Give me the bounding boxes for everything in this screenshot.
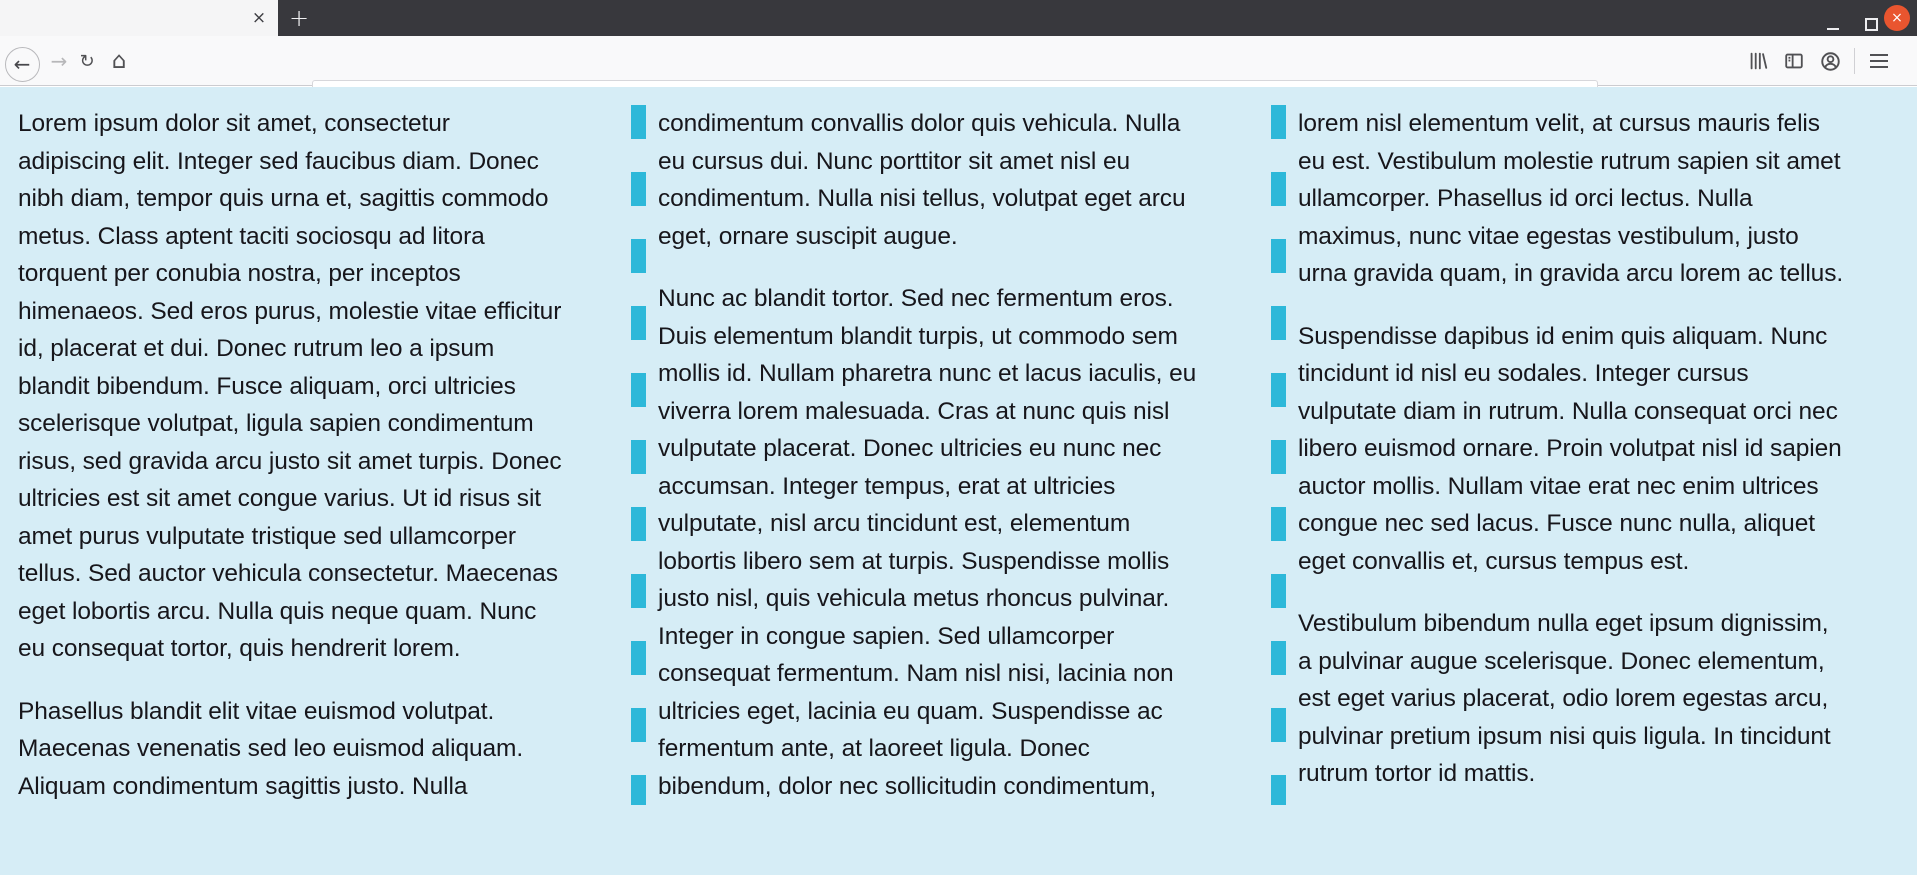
home-button[interactable]: ⌂ — [101, 36, 137, 86]
text-line: condimentum convallis dolor quis vehicula. Nulla — [658, 110, 1181, 137]
text-line: viverra lorem malesuada. Cras at nunc quis nisl — [658, 397, 1170, 425]
text-line: scelerisque volutpat, ligula sapien condimentum — [18, 410, 534, 437]
text-line: eget, ornare suscipit augue. — [658, 222, 958, 250]
text-line: tellus. Sed auctor vehicula consectetur. Maecenas — [18, 560, 558, 587]
toolbar-divider — [1854, 48, 1855, 74]
text-line: vulputate, nisl arcu tincidunt est, elementum — [658, 510, 1131, 537]
paragraph — [18, 693, 618, 806]
text-line: amet purus vulputate tristique sed ullamcorper — [18, 522, 516, 550]
paragraph — [1298, 605, 1898, 793]
paragraph — [658, 105, 1258, 255]
text-line: justo nisl, quis vehicula metus rhoncus pulvinar. — [658, 585, 1170, 612]
forward-button[interactable]: → — [42, 36, 76, 86]
text-line: tincidunt id nisl eu sodales. Integer cursus — [1298, 360, 1749, 387]
text-line: id, placerat et dui. Donec rutrum leo a ipsum — [18, 335, 495, 362]
text-line: urna gravida quam, in gravida arcu lorem ac tellus. — [1298, 260, 1844, 287]
text-line: est eget varius placerat, odio lorem egestas arcu, — [1298, 685, 1829, 712]
active-tab[interactable] — [0, 0, 278, 36]
tab-close-icon[interactable]: × — [246, 5, 272, 31]
new-tab-button[interactable]: + — [283, 3, 315, 33]
text-line: congue nec sed lacus. Fusce nunc nulla, aliquet — [1298, 510, 1815, 537]
text-line: adipiscing elit. Integer sed faucibus diam. Donec — [18, 147, 539, 175]
sidebar-toggle-icon[interactable] — [1776, 43, 1812, 79]
text-line: risus, sed gravida arcu justo sit amet turpis. Donec — [18, 447, 562, 475]
page-content — [0, 87, 1917, 875]
text-line: fermentum ante, at laoreet ligula. Donec — [658, 735, 1090, 762]
text-line: blandit bibendum. Fusce aliquam, orci ultricies — [18, 372, 516, 400]
text-line: lobortis libero sem at turpis. Suspendisse mollis — [658, 547, 1170, 575]
text-line: Aliquam condimentum sagittis justo. Nulla — [18, 772, 468, 800]
text-line: eu est. Vestibulum molestie rutrum sapien sit amet — [1298, 147, 1841, 175]
text-line: a pulvinar augue scelerisque. Donec elementum, — [1298, 647, 1825, 675]
text-line: lorem nisl elementum velit, at cursus mauris felis — [1298, 110, 1820, 137]
text-column-1 — [18, 105, 618, 805]
text-line: ultricies eget, lacinia eu quam. Suspendisse ac — [658, 697, 1163, 725]
text-line: himenaeos. Sed eros purus, molestie vitae efficitur — [18, 297, 562, 325]
menu-hamburger-icon[interactable] — [1861, 43, 1897, 79]
text-line: vulputate placerat. Donec ultricies eu nunc nec — [658, 435, 1162, 462]
text-line: bibendum, dolor nec sollicitudin condimentum, — [658, 772, 1157, 800]
text-line: eget lobortis arcu. Nulla quis neque quam. Nunc — [18, 597, 537, 625]
reload-button[interactable]: ↻ — [70, 36, 104, 86]
text-line: Nunc ac blandit tortor. Sed nec fermentum eros. — [658, 285, 1174, 312]
tab-bar — [0, 0, 1917, 36]
text-line: libero euismod ornare. Proin volutpat nisl id sapien — [1298, 435, 1842, 462]
paragraph — [18, 105, 618, 668]
text-line: Lorem ipsum dolor sit amet, consectetur — [18, 110, 450, 137]
column-rule-2 — [1271, 105, 1286, 805]
text-line: Suspendisse dapibus id enim quis aliquam. Nunc — [1298, 322, 1828, 350]
window-minimize-button[interactable] — [1820, 0, 1846, 36]
multicolumn-layout — [18, 105, 1898, 805]
text-line: mollis id. Nullam pharetra nunc et lacus iaculis, eu — [658, 360, 1197, 387]
account-icon[interactable] — [1812, 43, 1848, 79]
text-line: condimentum. Nulla nisi tellus, volutpat eget arcu — [658, 185, 1186, 212]
navigation-toolbar — [0, 36, 1917, 86]
text-column-3 — [1298, 105, 1898, 805]
text-line: Maecenas venenatis sed leo euismod aliquam. — [18, 735, 524, 762]
text-line: pulvinar pretium ipsum nisi quis ligula. In tincidunt — [1298, 722, 1831, 750]
text-line: rutrum tortor id mattis. — [1298, 760, 1536, 787]
column-rule-1 — [631, 105, 646, 805]
text-line: torquent per conubia nostra, per inceptos — [18, 260, 461, 287]
text-line: eu cursus dui. Nunc porttitor sit amet nisl eu — [658, 147, 1131, 175]
paragraph — [1298, 105, 1898, 293]
text-line: Vestibulum bibendum nulla eget ipsum dignissim, — [1298, 610, 1829, 637]
window-close-button[interactable]: × — [1884, 5, 1910, 31]
text-line: eu consequat tortor, quis hendrerit lorem. — [18, 635, 461, 662]
text-line: Duis elementum blandit turpis, ut commodo sem — [658, 322, 1178, 350]
text-line: vulputate diam in rutrum. Nulla consequat orci nec — [1298, 397, 1838, 425]
back-button[interactable] — [3, 36, 41, 86]
text-line: ultricies est sit amet congue varius. Ut id risus sit — [18, 485, 541, 512]
text-line: consequat fermentum. Nam nisl nisi, lacinia non — [658, 660, 1174, 687]
text-line: metus. Class aptent taciti sociosqu ad litora — [18, 222, 485, 250]
text-column-2 — [658, 105, 1258, 805]
text-line: Integer in congue sapien. Sed ullamcorper — [658, 622, 1115, 650]
library-icon[interactable] — [1740, 43, 1776, 79]
text-line: maximus, nunc vitae egestas vestibulum, justo — [1298, 222, 1799, 250]
text-line: accumsan. Integer tempus, erat at ultricies — [658, 472, 1116, 500]
back-arrow-icon: ← — [5, 47, 40, 82]
text-line: nibh diam, tempor quis urna et, sagittis commodo — [18, 185, 549, 212]
paragraph — [1298, 318, 1898, 581]
text-line: ullamcorper. Phasellus id orci lectus. Nulla — [1298, 185, 1753, 212]
text-line: Phasellus blandit elit vitae euismod volutpat. — [18, 697, 495, 725]
paragraph — [658, 280, 1258, 805]
text-line: auctor mollis. Nullam vitae erat nec enim ultrices — [1298, 472, 1819, 500]
text-line: eget convallis et, cursus tempus est. — [1298, 547, 1690, 575]
window-maximize-button[interactable] — [1858, 0, 1884, 36]
